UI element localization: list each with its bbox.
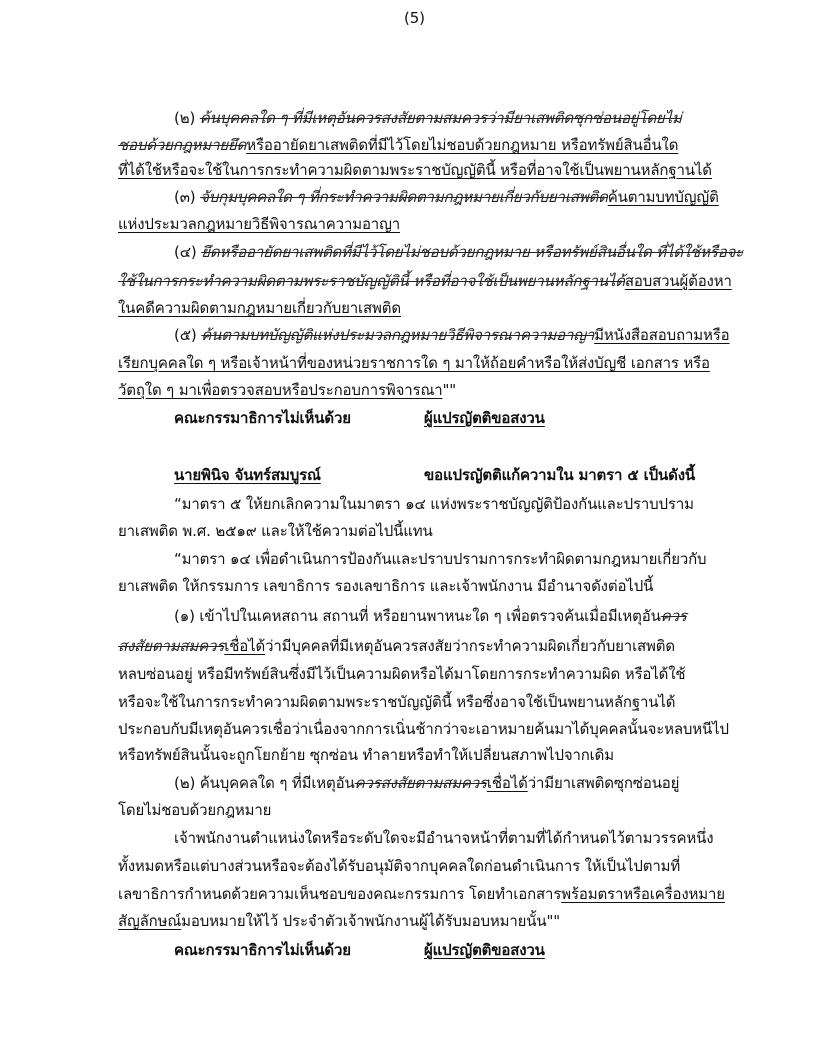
officer-line-1: เจ้าพนักงานตำแหน่งใดหรือระดับใดจะมีอำนาจหน้าที่ตามที่ได้กำหนดไว้ตามวรรคหนึ่ง [174,829,714,847]
page-number: (5) [404,9,425,27]
para-5-line-2: เรียกบุคคลใด ๆ หรือเจ้าหน้าที่ของหน่วยราชการใด ๆ มาให้ถ้อยคำหรือให้ส่งบัญชี เอกสาร หรือ [118,354,710,372]
struck-text: ชอบด้วยกฎหมายยึด [118,136,247,154]
section-14-line-1: “มาตรา ๑๔ เพื่อดำเนินการป้องกันและปราบปรามการกระทำผิดตามกฎหมายเกี่ยวกับ [174,550,707,568]
struck-text: สงสัยตามสมควร [118,637,225,655]
para-3-line-1: (๓) จับกุมบุคคลใด ๆ ที่กระทำความผิดตามกฎหมายเกี่ยวกับยาเสพติดค้นตามบทบัญญัติ [174,188,719,206]
officer-line-4: สัญลักษณ์มอบหมายให้ไว้ ประจำตัวเจ้าพนักงานผู้ได้รับมอบหมายนั้น"" [118,912,560,930]
para-2-line-2: ชอบด้วยกฎหมายยึดหรืออายัดยาเสพติดที่มีไว้โดยไม่ชอบด้วยกฎหมาย หรือทรัพย์สินอื่นใด [118,136,679,154]
para-3-line-2: แห่งประมวลกฎหมายวิธีพิจารณาความอาญา [118,215,400,233]
item-1-line-5: ประกอบกับมีเหตุอันควรเชื่อว่าเนื่องจากการเนิ่นช้ากว่าจะเอาหมายค้นมาได้บุคคลนั้นจะหลบหนีไป [118,720,729,738]
item-1-line-1: (๑) เข้าไปในเคหสถาน สถานที่ หรือยานพาหนะใด ๆ เพื่อตรวจค้นเมื่อมีเหตุอันควร [174,607,687,625]
officer-line-2: ทั้งหมดหรือแต่บางส่วนหรือจะต้องได้รับอนุมัติจากบุคคลใดก่อนดำเนินการ ให้เป็นไปตามที่ [118,857,681,875]
officer-line-3: เลขาธิการกำหนดด้วยความเห็นชอบของคณะกรรมการ โดยทำเอกสารพร้อมตราหรือเครื่องหมาย [118,885,725,903]
item-1-line-4: หรือจะใช้ในการกระทำความผิดตามพระราชบัญญัตินี้ หรือซึ่งอาจใช้เป็นพยานหลักฐานได้ [118,693,676,711]
item-2-line-2: โดยไม่ชอบด้วยกฎหมาย [118,801,272,819]
reservation-label: ผู้แปรญัตติขอสงวน [424,409,545,427]
struck-text: จับกุมบุคคลใด ๆ ที่กระทำความผิดตามกฎหมายเกี่ยวกับยาเสพติด [200,188,608,206]
para-2-line-1: (๒) ค้นบุคคลใด ๆ ที่มีเหตุอันควรสงสัยตามสมควรว่ามียาเสพติดซุกซ่อนอยู่โดยไม่ [174,109,682,127]
amender-name: นายพินิจ จันทร์สมบูรณ์ [174,466,321,484]
section-14-line-2: ยาเสพติด ให้กรรมการ เลขาธิการ รองเลขาธิการ และเจ้าพนักงาน มีอำนาจดังต่อไปนี้ [118,577,654,595]
item-1-line-6: หรือทรัพย์สินนั้นจะถูกโยกย้าย ซุกซ่อน ทำลายหรือทำให้เปลี่ยนสภาพไปจากเดิม [118,746,614,764]
amendment-description: ขอแปรญัตติแก้ความใน มาตรา ๕ เป็นดังนี้ [424,466,695,484]
para-5-line-1: (๕) ค้นตามบทบัญญัติแห่งประมวลกฎหมายวิธีพิจารณาความอาญามีหนังสือสอบถามหรือ [174,326,730,344]
section-5-line-1: “มาตรา ๕ ให้ยกเลิกความในมาตรา ๑๔ แห่งพระราชบัญญัติป้องกันและปราบปราม [174,495,694,513]
item-1-line-2: สงสัยตามสมควรเชื่อได้ว่ามีบุคคลที่มีเหตุอันควรสงสัยว่ากระทำความผิดเกี่ยวกับยาเสพติด [118,637,675,655]
struck-text: ยึดหรืออายัดยาเสพติดที่มีไว้โดยไม่ชอบด้วยกฎหมาย หรือทรัพย์สินอื่นใด ที่ได้ใช้หรือจะ [201,243,744,261]
committee-disagree: คณะกรรมาธิการไม่เห็นด้วย [174,409,351,427]
para-4-line-1: (๔) ยึดหรืออายัดยาเสพติดที่มีไว้โดยไม่ชอบด้วยกฎหมาย หรือทรัพย์สินอื่นใด ที่ได้ใช้หรือจะ [174,243,744,261]
section-5-line-2: ยาเสพติด พ.ศ. ๒๕๑๙ และให้ใช้ความต่อไปนี้แทน [118,522,433,540]
struck-text: ควร [660,607,687,625]
struck-text: ค้นบุคคลใด ๆ ที่มีเหตุอันควรสงสัยตามสมควรว่ามียาเสพติดซุกซ่อนอยู่โดยไม่ [199,109,682,127]
item-1-line-3: หลบซ่อนอยู่ หรือมีทรัพย์สินซึ่งมีไว้เป็นความผิดหรือได้มาโดยการกระทำความผิด หรือได้ใช้ [118,665,686,683]
struck-text: ควรสงสัยตามสมควร [354,774,487,792]
struck-text: ใช้ในการกระทำความผิดตามพระราชบัญญัตินี้ หรือที่อาจใช้เป็นพยานหลักฐานได้ [118,272,625,290]
para-4-line-3: ในคดีความผิดตามกฎหมายเกี่ยวกับยาเสพติด [118,299,401,317]
struck-text: ค้นตามบทบัญญัติแห่งประมวลกฎหมายวิธีพิจารณาความอาญา [201,326,595,344]
para-2-line-3: ที่ได้ใช้หรือจะใช้ในการกระทำความผิดตามพระราชบัญญัตินี้ หรือที่อาจใช้เป็นพยานหลักฐานได้ [118,161,712,179]
item-2-line-1: (๒) ค้นบุคคลใด ๆ ที่มีเหตุอันควรสงสัยตามสมควรเชื่อได้ว่ามียาเสพติดซุกซ่อนอยู่ [174,774,680,792]
reservation-label: ผู้แปรญัตติขอสงวน [424,941,545,959]
para-4-line-2: ใช้ในการกระทำความผิดตามพระราชบัญญัตินี้ หรือที่อาจใช้เป็นพยานหลักฐานได้สอบสวนผู้ต้องหา [118,272,732,290]
para-5-line-3: วัตถุใด ๆ มาเพื่อตรวจสอบหรือประกอบการพิจารณา"" [118,381,456,399]
committee-disagree: คณะกรรมาธิการไม่เห็นด้วย [174,941,351,959]
